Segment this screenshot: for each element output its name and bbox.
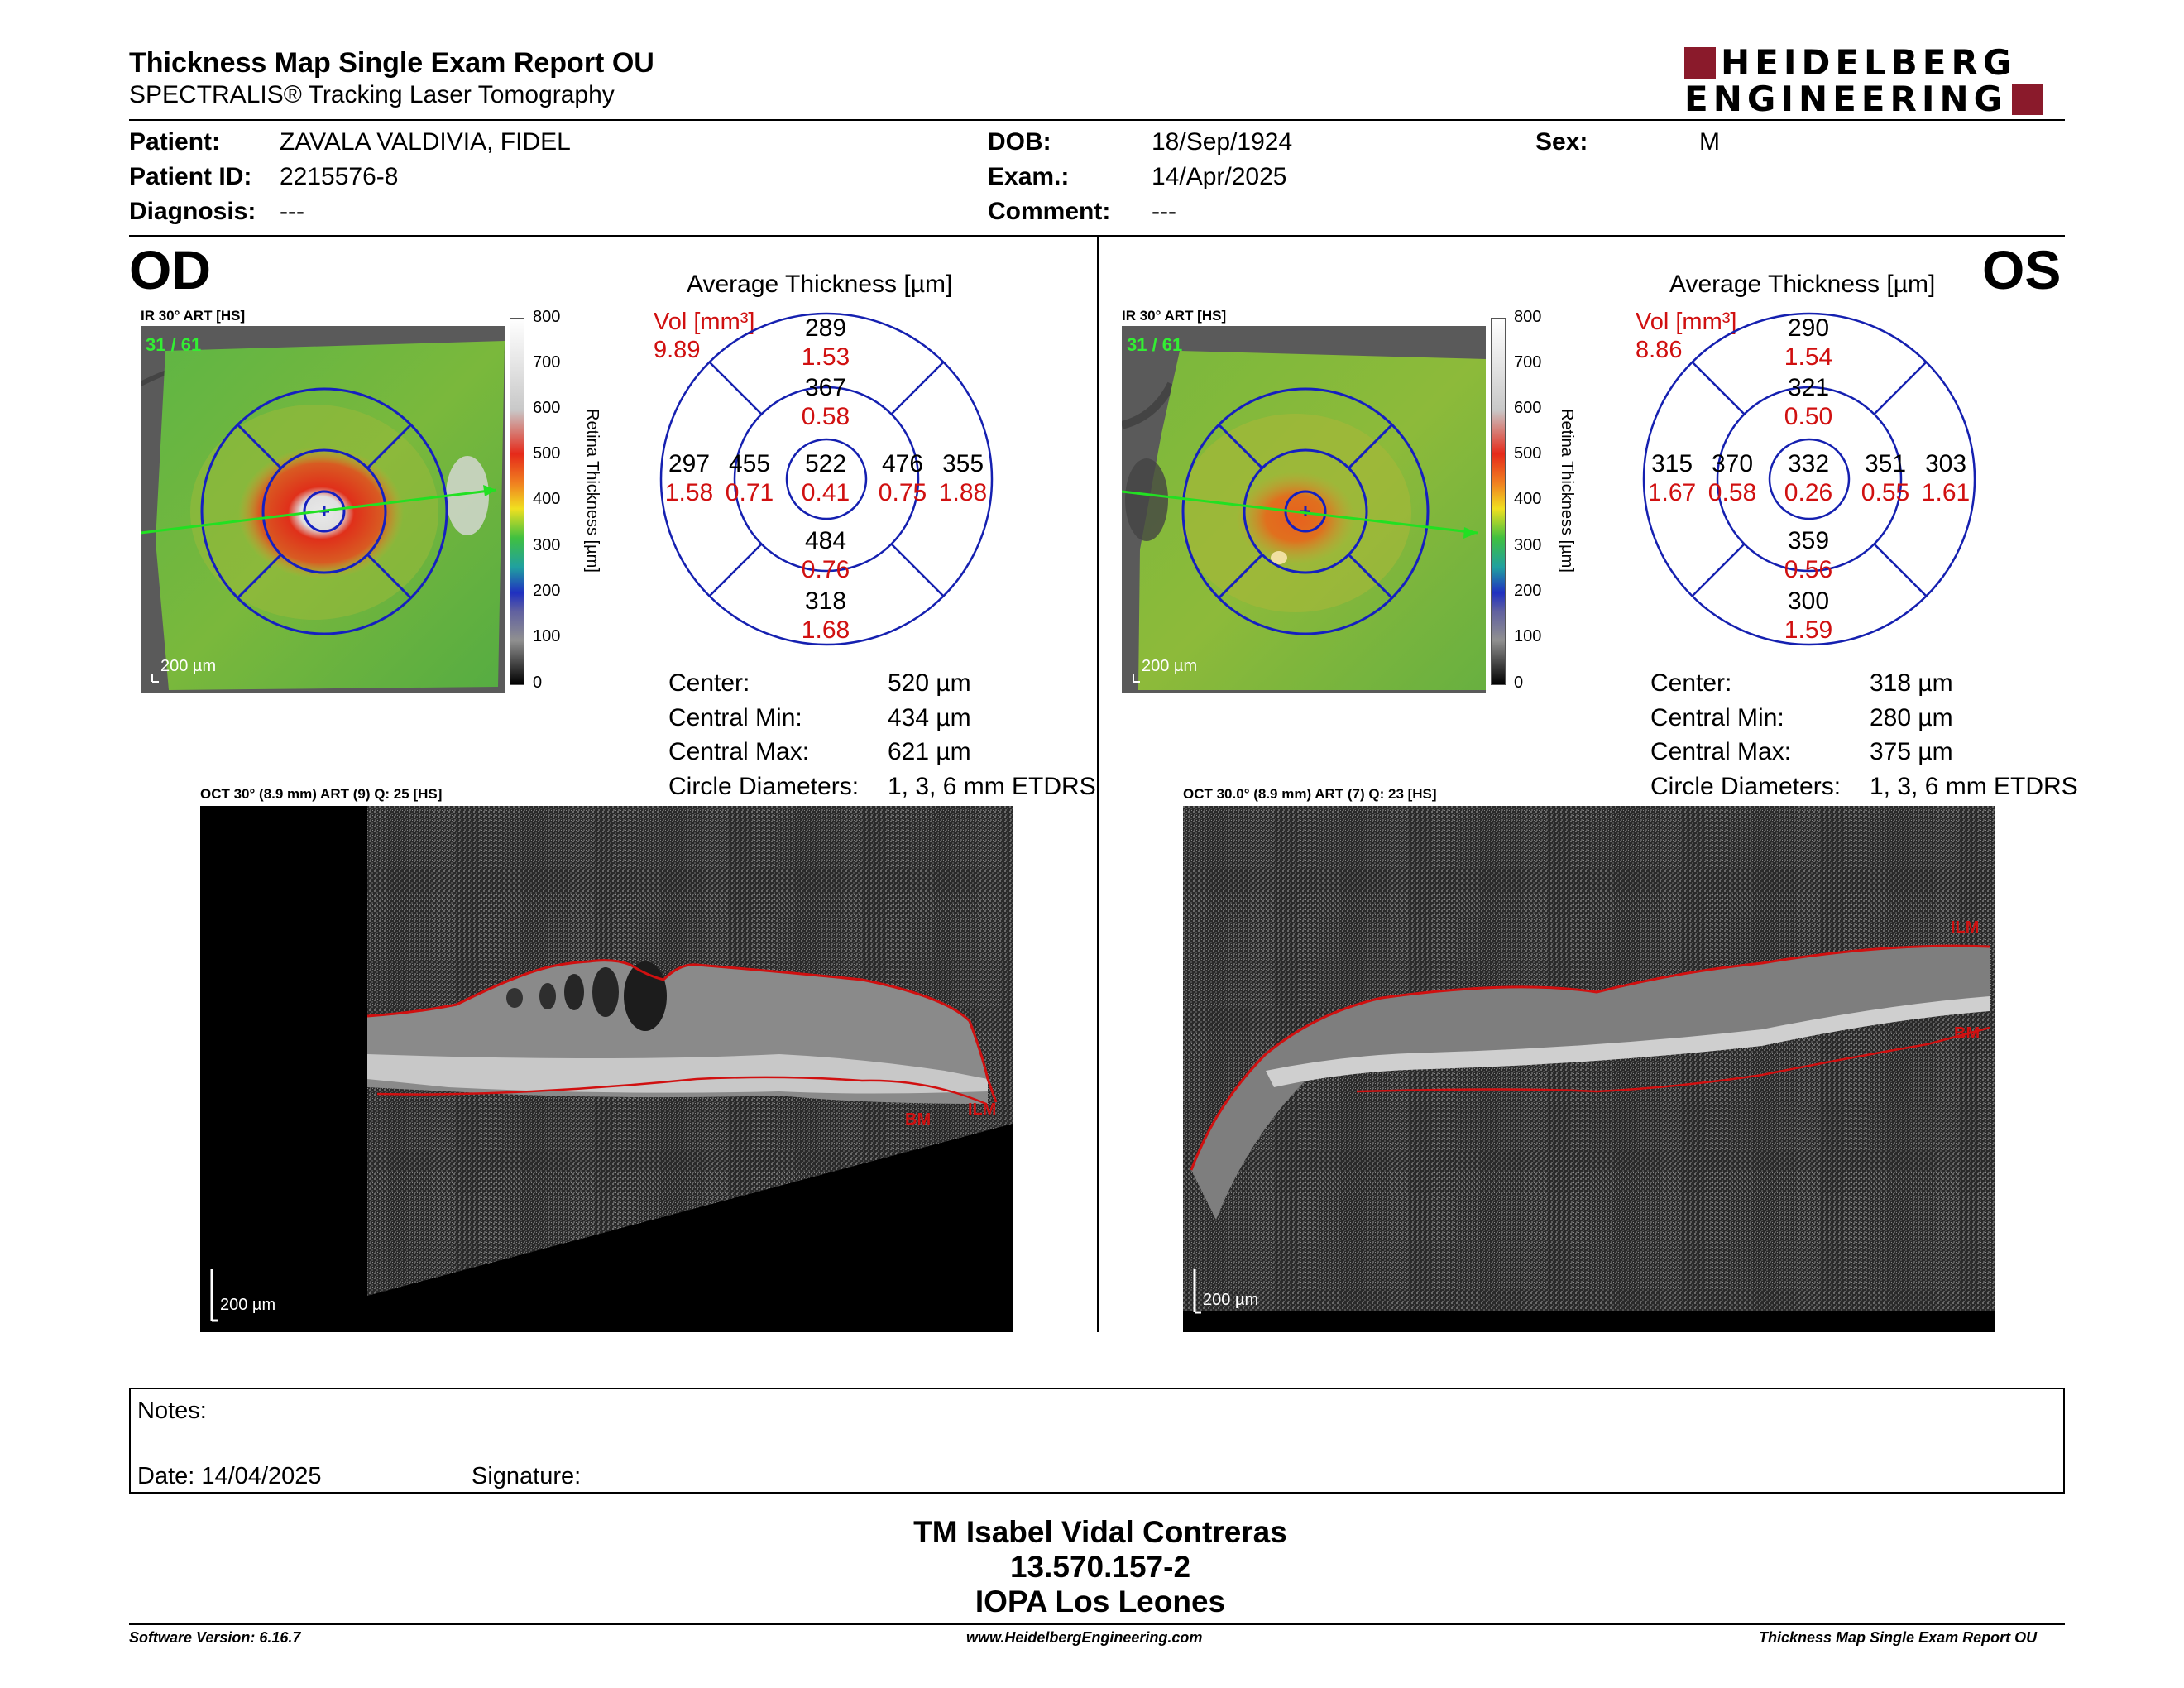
- od-oct-label: OCT 30° (8.9 mm) ART (9) Q: 25 [HS]: [200, 786, 443, 802]
- os-circ-label: Circle Diameters:: [1650, 772, 1842, 800]
- od-tick: 600: [533, 399, 561, 417]
- os-sector-inner-right: 351 0.55: [1861, 450, 1910, 506]
- od-thickness-map: [141, 326, 505, 693]
- patient-id: 2215576-8: [280, 163, 399, 190]
- od-eye-label: OD: [129, 239, 211, 300]
- od-oct-scan: [200, 806, 1013, 1332]
- od-sector-inner-top: 367 0.58: [801, 374, 850, 430]
- os-tick: 200: [1514, 582, 1542, 600]
- os-map-scale: 200 µm: [1142, 657, 1198, 675]
- os-oct-label: OCT 30.0° (8.9 mm) ART (7) Q: 23 [HS]: [1183, 786, 1437, 802]
- od-ir-label: IR 30° ART [HS]: [141, 308, 246, 324]
- notes-box: [129, 1388, 2065, 1494]
- footer-divider: [129, 1623, 2065, 1625]
- od-tick: 500: [533, 444, 561, 463]
- os-center-label: Center:: [1650, 669, 1732, 697]
- report-title: Thickness Map Single Exam Report OU: [129, 47, 654, 79]
- os-tick: 700: [1514, 353, 1542, 372]
- od-circ-value: 1, 3, 6 mm ETDRS: [888, 772, 1096, 800]
- os-sector-inner-left: 370 0.58: [1707, 450, 1757, 506]
- od-tick: 400: [533, 490, 561, 508]
- od-sector-inner-right: 476 0.75: [878, 450, 927, 506]
- od-tick: 300: [533, 536, 561, 554]
- od-sector-inner-bottom: 484 0.76: [801, 527, 850, 583]
- os-min-label: Central Min:: [1650, 703, 1784, 731]
- signature-institution: IOPA Los Leones: [975, 1585, 1226, 1618]
- os-frame-counter: 31 / 61: [1127, 334, 1183, 355]
- od-bm-label: BM: [905, 1110, 932, 1129]
- header-divider: [129, 119, 2065, 121]
- od-tick: 0: [533, 674, 543, 692]
- od-sector-inner-left: 455 0.71: [725, 450, 774, 506]
- od-oct-scale: 200 µm: [220, 1296, 276, 1314]
- od-min-value: 434 µm: [888, 703, 971, 731]
- od-tick: 100: [533, 627, 561, 645]
- signature-label: Signature:: [472, 1463, 582, 1489]
- comment-value: ---: [1152, 198, 1176, 225]
- os-tick: 100: [1514, 627, 1542, 645]
- date-label: Date: 14/04/2025: [137, 1463, 322, 1489]
- os-sector-outer-bottom: 300 1.59: [1784, 587, 1833, 644]
- eye-divider: [1097, 237, 1099, 1332]
- os-bm-label: BM: [1954, 1024, 1980, 1043]
- od-sector-outer-bottom: 318 1.68: [801, 587, 850, 644]
- od-max-label: Central Max:: [668, 738, 810, 765]
- os-sector-inner-top: 321 0.50: [1784, 374, 1833, 430]
- os-min-value: 280 µm: [1870, 703, 1953, 731]
- os-ilm-label: ILM: [1951, 918, 1980, 937]
- os-tick: 500: [1514, 444, 1542, 463]
- footer-website: www.HeidelbergEngineering.com: [966, 1629, 1203, 1646]
- od-map-scale: 200 µm: [160, 657, 217, 675]
- os-ir-label: IR 30° ART [HS]: [1122, 308, 1227, 324]
- os-sector-outer-right: 303 1.61: [1921, 450, 1971, 506]
- patient-id-label: Patient ID:: [129, 163, 252, 190]
- sex-label: Sex:: [1535, 128, 1588, 156]
- os-avg-title: Average Thickness [µm]: [1669, 271, 1936, 298]
- od-min-label: Central Min:: [668, 703, 802, 731]
- os-colorbar-label: Retina Thickness [µm]: [1558, 409, 1576, 573]
- os-tick: 300: [1514, 536, 1542, 554]
- diagnosis-value: ---: [280, 198, 304, 225]
- footer-report-name: Thickness Map Single Exam Report OU: [1759, 1629, 2038, 1646]
- os-max-label: Central Max:: [1650, 738, 1792, 765]
- os-stats: [1650, 666, 2078, 803]
- logo-line1: HEIDELBERG: [1721, 42, 2017, 83]
- os-colorbar: [1491, 318, 1506, 685]
- os-oct-scale: 200 µm: [1203, 1291, 1259, 1309]
- os-sector-center: 332 0.26: [1784, 450, 1833, 506]
- patient-label: Patient:: [129, 128, 221, 156]
- comment-label: Comment:: [988, 198, 1111, 225]
- os-tick: 400: [1514, 490, 1542, 508]
- od-tick: 700: [533, 353, 561, 372]
- od-colorbar: [510, 318, 524, 685]
- od-max-value: 621 µm: [888, 738, 971, 765]
- os-sector-outer-top: 290 1.54: [1784, 314, 1833, 371]
- od-stats: [668, 666, 1096, 803]
- os-tick: 0: [1514, 674, 1524, 692]
- notes-label: Notes:: [137, 1398, 207, 1424]
- os-eye-label: OS: [1982, 239, 2062, 300]
- od-colorbar-label: Retina Thickness [µm]: [583, 409, 601, 573]
- exam-label: Exam.:: [988, 163, 1070, 190]
- od-center-value: 520 µm: [888, 669, 971, 697]
- os-max-value: 375 µm: [1870, 738, 1953, 765]
- os-center-value: 318 µm: [1870, 669, 1953, 697]
- od-sector-outer-right: 355 1.88: [938, 450, 988, 506]
- os-thickness-map: [1122, 326, 1486, 693]
- diagnosis-label: Diagnosis:: [129, 198, 256, 225]
- od-vol-label: Vol [mm³]: [654, 309, 755, 335]
- patient-name: ZAVALA VALDIVIA, FIDEL: [280, 128, 571, 156]
- od-sector-outer-left: 297 1.58: [664, 450, 714, 506]
- os-vol-label: Vol [mm³]: [1636, 309, 1737, 335]
- od-vol-value: 9.89: [654, 337, 701, 363]
- os-tick: 600: [1514, 399, 1542, 417]
- os-oct-scan: [1183, 806, 1995, 1332]
- od-tick: 200: [533, 582, 561, 600]
- os-circ-value: 1, 3, 6 mm ETDRS: [1870, 772, 2078, 800]
- od-avg-title: Average Thickness [µm]: [687, 271, 953, 298]
- od-circ-label: Circle Diameters:: [668, 772, 860, 800]
- od-sector-center: 522 0.41: [801, 450, 850, 506]
- dob-label: DOB:: [988, 128, 1051, 156]
- signature-id: 13.570.157-2: [1009, 1550, 1191, 1584]
- dob-value: 18/Sep/1924: [1152, 128, 1293, 156]
- od-center-label: Center:: [668, 669, 750, 697]
- os-sector-outer-left: 315 1.67: [1647, 450, 1697, 506]
- sex-value: M: [1699, 128, 1720, 156]
- signature-name: TM Isabel Vidal Contreras: [913, 1515, 1287, 1549]
- os-vol-value: 8.86: [1636, 337, 1683, 363]
- od-tick: 800: [533, 308, 561, 326]
- footer-software-version: Software Version: 6.16.7: [129, 1629, 301, 1646]
- os-tick: 800: [1514, 308, 1542, 326]
- od-frame-counter: 31 / 61: [146, 334, 202, 355]
- od-ilm-label: ILM: [968, 1101, 997, 1119]
- od-sector-outer-top: 289 1.53: [801, 314, 850, 371]
- report-subtitle: SPECTRALIS® Tracking Laser Tomography: [129, 81, 615, 108]
- os-sector-inner-bottom: 359 0.56: [1784, 527, 1833, 583]
- exam-value: 14/Apr/2025: [1152, 163, 1287, 190]
- logo-line2: ENGINEERING: [1684, 79, 2008, 119]
